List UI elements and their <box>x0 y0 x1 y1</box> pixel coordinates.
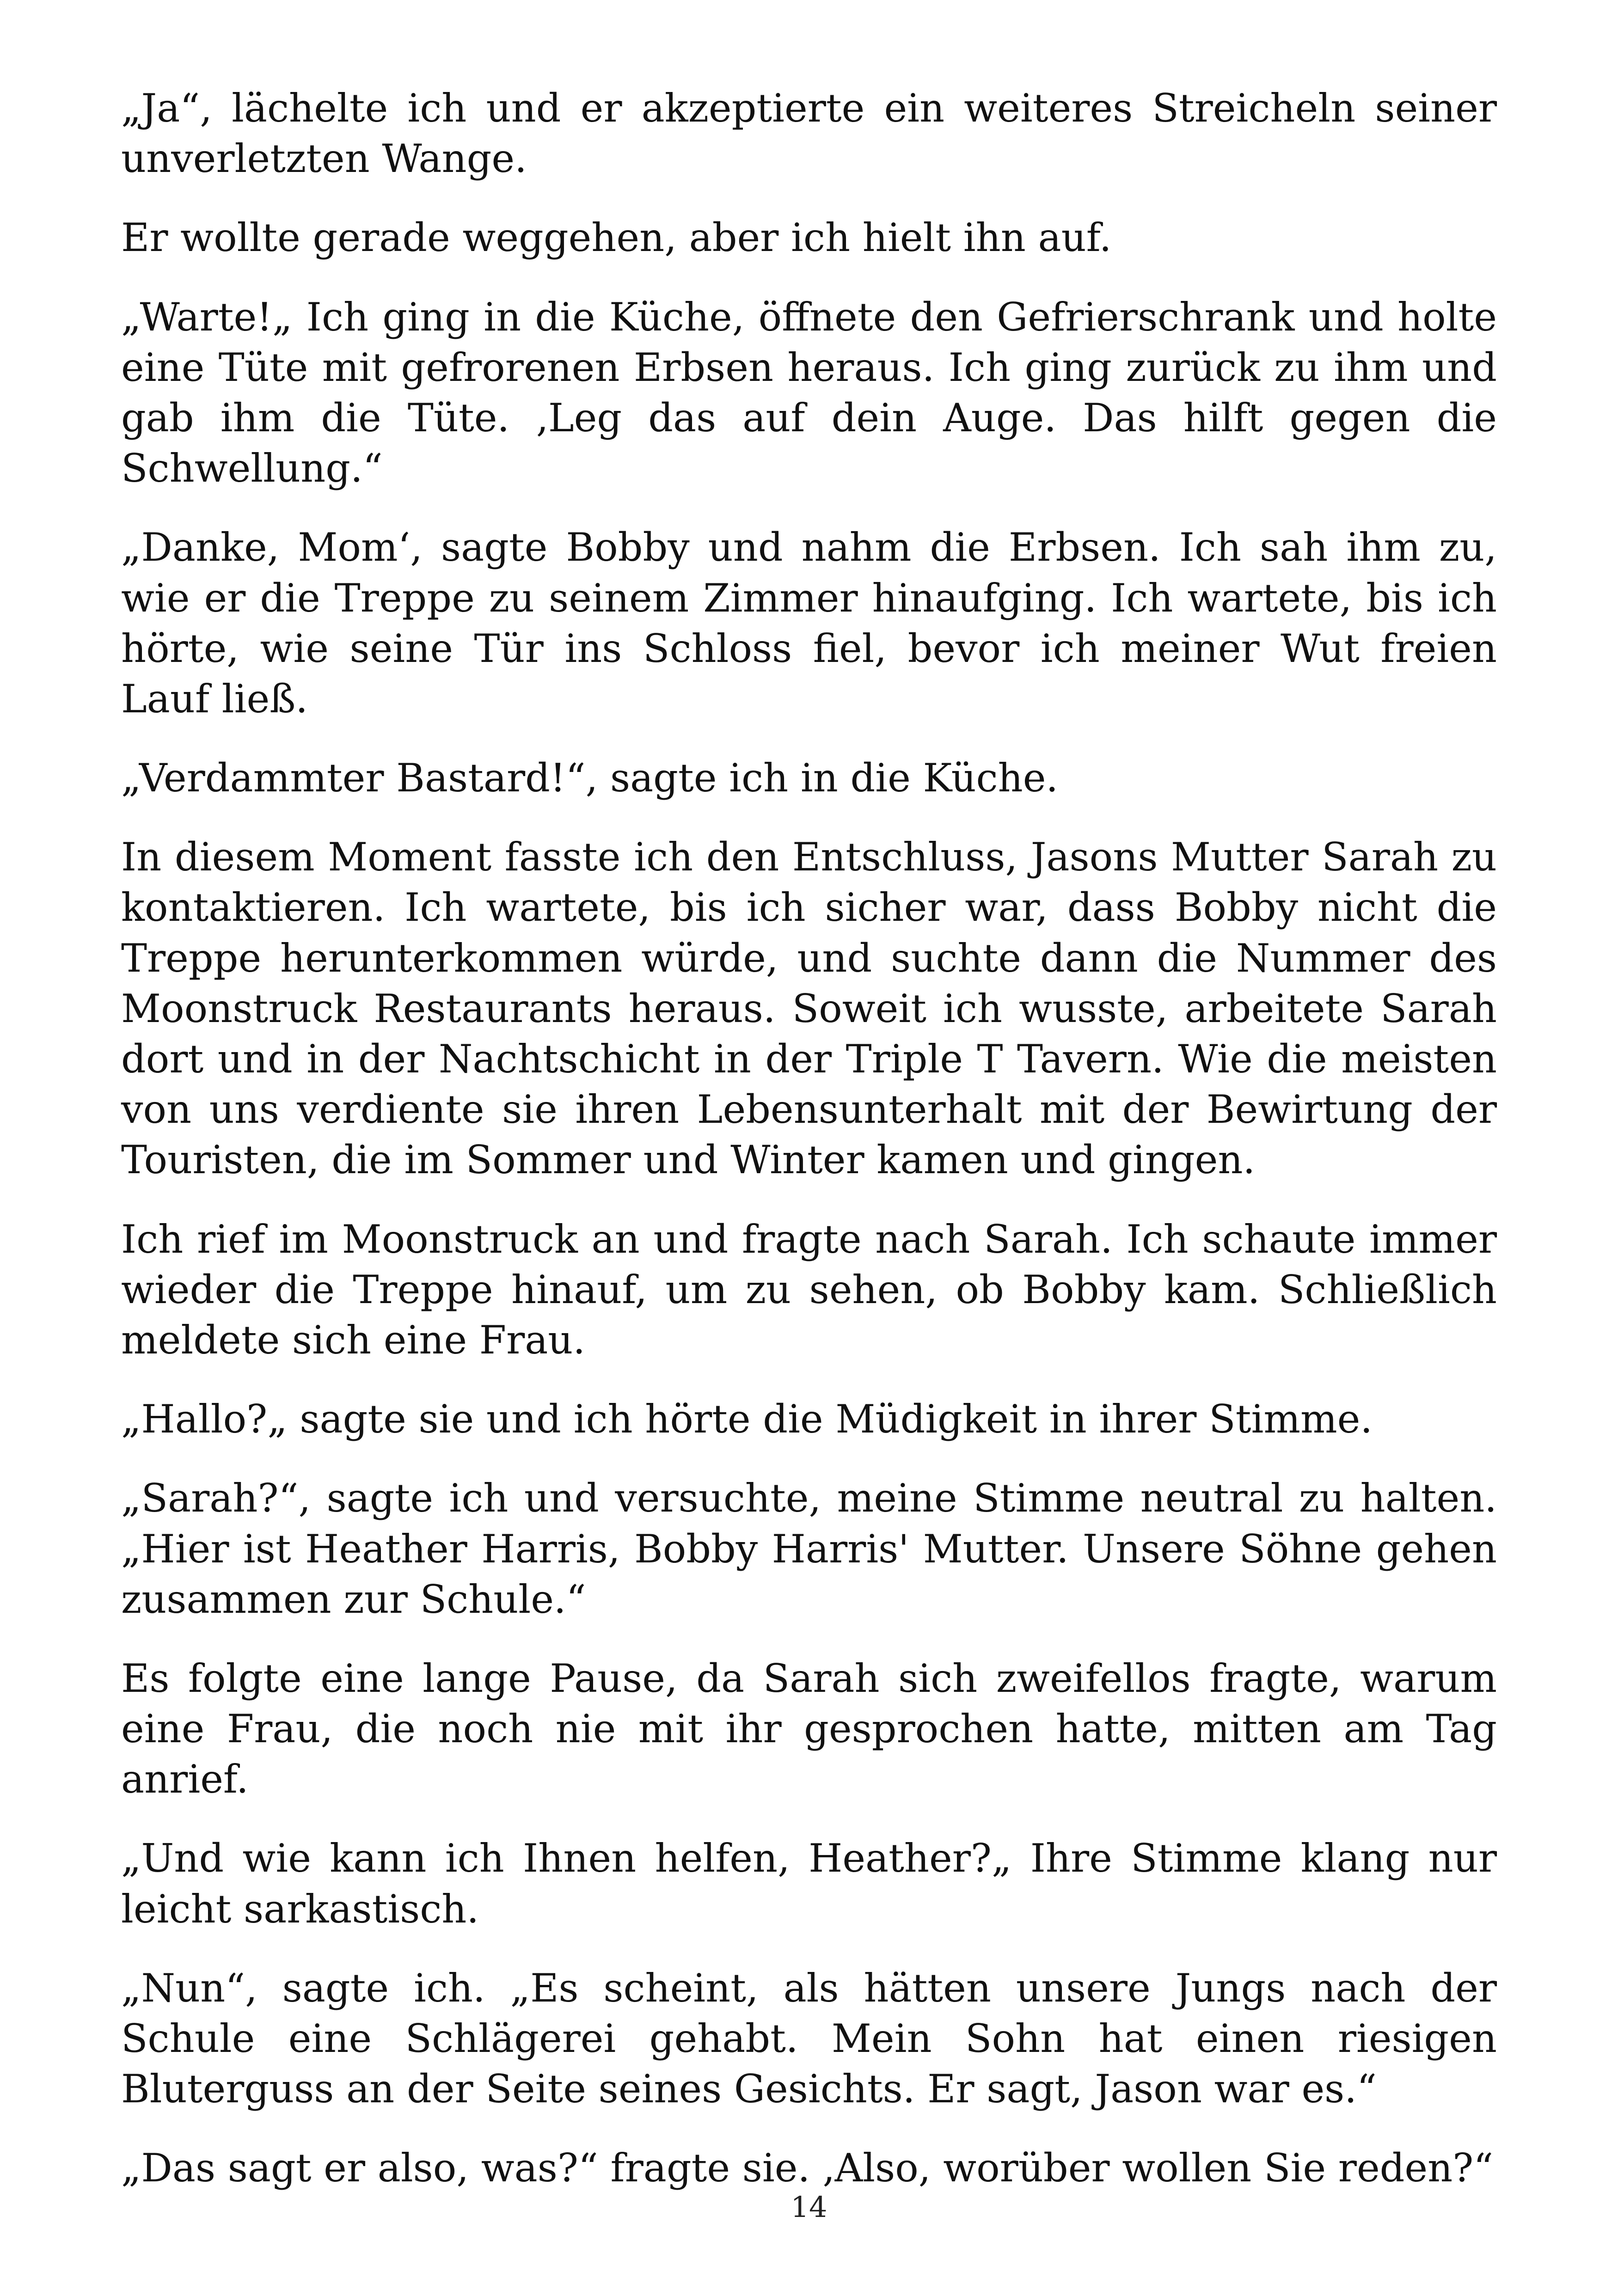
paragraph: „Hallo?„ sagte sie und ich hörte die Müdigkeit in ihrer Stimme. <box>121 1396 1373 1442</box>
paragraph: „Sarah?“, sagte ich und versuchte, meine Stimme neutral zu halten. „Hier ist Heather Harris, Bobby Harris' Mutter. Unsere Söhne gehen zusammen zur Schule.“ <box>121 1476 1497 1622</box>
paragraph: „Und wie kann ich Ihnen helfen, Heather?„ Ihre Stimme klang nur leicht sarkastisch. <box>121 1836 1497 1932</box>
paragraph: Er wollte gerade weggehen, aber ich hielt ihn auf. <box>121 215 1112 261</box>
paragraph: In diesem Moment fasste ich den Entschluss, Jasons Mutter Sarah zu kontaktieren. Ich wartete, bis ich sicher war, dass Bobby nicht die Treppe herunterkommen würde, und suchte dann die Nummer des Moonstruck Restaurants heraus. Soweit ich wusste, arbeitete Sarah dort und in der Nachtschicht in der Triple T Tavern. Wie die meisten von uns verdiente sie ihren Lebensunterhalt mit der Bewirtung der Touristen, die im Sommer und Winter kamen und gingen. <box>121 834 1497 1183</box>
page-number: 14 <box>791 2190 827 2224</box>
paragraph: Ich rief im Moonstruck an und fragte nach Sarah. Ich schaute immer wieder die Treppe hinauf, um zu sehen, ob Bobby kam. Schließlich meldete sich eine Frau. <box>121 1216 1497 1363</box>
paragraph: „Verdammter Bastard!“, sagte ich in die Küche. <box>121 755 1059 801</box>
paragraph: „Das sagt er also, was?“ fragte sie. ‚Also, worüber wollen Sie reden?“ <box>121 2145 1494 2191</box>
page-body <box>121 83 1497 2223</box>
paragraph: „Ja“, lächelte ich und er akzeptierte ein weiteres Streicheln seiner unverletzten Wange. <box>121 86 1497 182</box>
paragraph: „Danke, Mom‘, sagte Bobby und nahm die Erbsen. Ich sah ihm zu, wie er die Treppe zu seinem Zimmer hinaufging. Ich wartete, bis ich hörte, wie seine Tür ins Schloss fiel, bevor ich meiner Wut freien Lauf ließ. <box>121 525 1497 722</box>
paragraph: „Warte!„ Ich ging in die Küche, öffnete den Gefrierschrank und holte eine Tüte mit gefrorenen Erbsen heraus. Ich ging zurück zu ihm und gab ihm die Tüte. ‚Leg das auf dein Auge. Das hilft gegen die Schwellung.“ <box>121 294 1497 491</box>
paragraph: Es folgte eine lange Pause, da Sarah sich zweifellos fragte, warum eine Frau, die noch nie mit ihr gesprochen hatte, mitten am Tag anrief. <box>121 1655 1497 1802</box>
paragraph: „Nun“, sagte ich. „Es scheint, als hätten unsere Jungs nach der Schule eine Schlägerei gehabt. Mein Sohn hat einen riesigen Bluterguss an der Seite seines Gesichts. Er sagt, Jason war es.“ <box>121 1965 1497 2112</box>
